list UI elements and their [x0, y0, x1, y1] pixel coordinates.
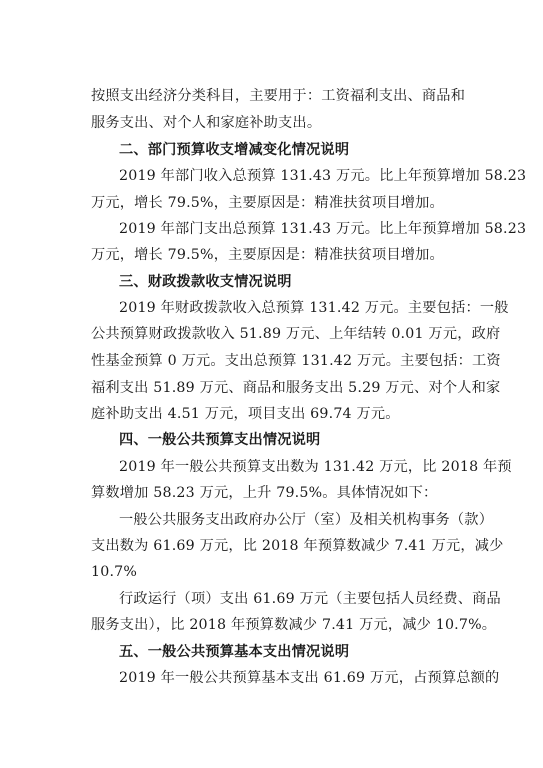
paragraph-line: 公共预算财政拨款收入 51.89 万元、上年结转 0.01 万元，政府	[91, 326, 501, 342]
paragraph-line: 算数增加 58.23 万元，上升 79.5%。具体情况如下：	[91, 485, 438, 501]
paragraph-line: 2019 年财政拨款收入总预算 131.42 万元。主要包括：一般	[119, 300, 509, 316]
section-heading-5: 五、一般公共预算基本支出情况说明	[119, 644, 350, 660]
paragraph-line: 庭补助支出 4.51 万元，项目支出 69.74 万元。	[91, 406, 400, 422]
section-heading-2: 二、部门预算收支增减变化情况说明	[119, 142, 350, 158]
paragraph-line: 福利支出 51.89 万元、商品和服务支出 5.29 万元、对个人和家	[91, 380, 501, 396]
paragraph-line: 2019 年部门收入总预算 131.43 万元。比上年预算增加 58.23	[119, 168, 527, 184]
section-heading-3: 三、财政拨款收支情况说明	[119, 274, 292, 290]
paragraph-line: 服务支出），比 2018 年预算数减少 7.41 万元，减少 10.7%。	[91, 617, 497, 633]
paragraph-line: 服务支出、对个人和家庭补助支出。	[91, 115, 322, 131]
paragraph-line: 2019 年一般公共预算基本支出 61.69 万元，占预算总额的	[119, 670, 500, 686]
paragraph-line: 一般公共服务支出政府办公厅（室）及相关机构事务（款）	[119, 512, 494, 528]
paragraph-line: 万元，增长 79.5%，主要原因是：精准扶贫项目增加。	[91, 195, 444, 211]
paragraph-line: 行政运行（项）支出 61.69 万元（主要包括人员经费、商品	[119, 591, 501, 607]
paragraph-line: 2019 年一般公共预算支出数为 131.42 万元，比 2018 年预	[119, 459, 512, 475]
paragraph-line: 2019 年部门支出总预算 131.43 万元。比上年预算增加 58.23	[119, 221, 527, 237]
section-heading-4: 四、一般公共预算支出情况说明	[119, 432, 321, 448]
paragraph-line: 按照支出经济分类科目，主要用于：工资福利支出、商品和	[91, 88, 466, 104]
paragraph-line: 万元，增长 79.5%，主要原因是：精准扶贫项目增加。	[91, 247, 444, 263]
paragraph-line: 性基金预算 0 万元。支出总预算 131.42 万元。主要包括：工资	[91, 353, 501, 369]
paragraph-line: 10.7%	[91, 564, 138, 580]
paragraph-line: 支出数为 61.69 万元，比 2018 年预算数减少 7.41 万元，减少	[91, 538, 504, 554]
